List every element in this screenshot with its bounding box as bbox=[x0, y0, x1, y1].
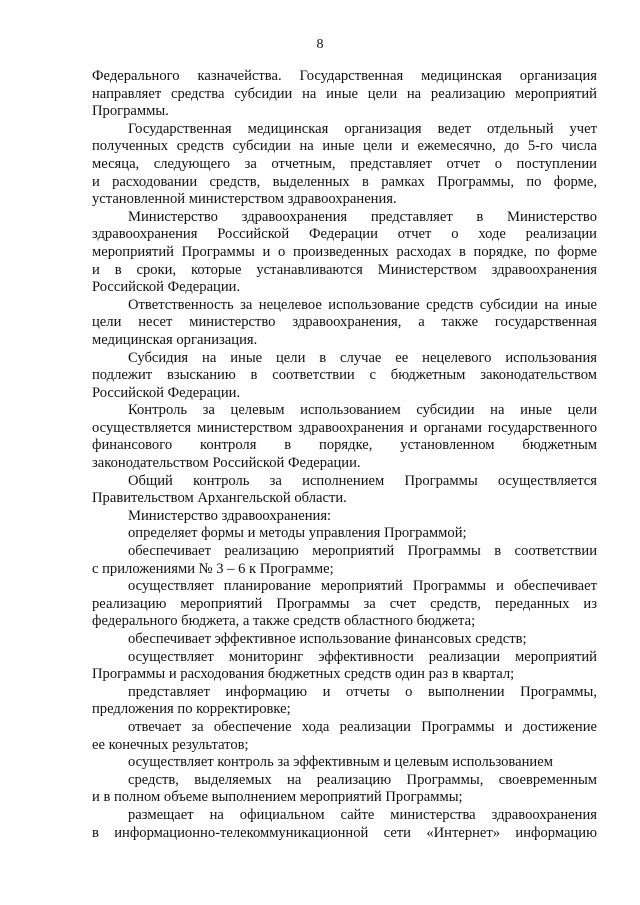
text-line: Программы и расходования бюджетных средств один раз в квартал; bbox=[92, 666, 515, 683]
text-line: определяет формы и методы управления Программой; bbox=[128, 525, 467, 542]
text-line: с приложениями № 3 – 6 к Программе; bbox=[92, 560, 334, 577]
text-line: Программы. bbox=[92, 103, 169, 120]
text-line: осуществляет мониторинг эффективности реализации мероприятий bbox=[128, 648, 597, 665]
text-line: цели несет министерство здравоохранения, а также государственная bbox=[92, 314, 597, 331]
text-line: предложения по корректировке; bbox=[92, 701, 291, 718]
text-line: представляет информацию и отчеты о выполнении Программы, bbox=[128, 683, 597, 700]
text-line: Субсидия на иные цели в случае ее нецелевого использования bbox=[128, 349, 597, 366]
text-line: законодательством Российской Федерации. bbox=[92, 455, 361, 472]
text-line: Министерство здравоохранения представляет в Министерство bbox=[128, 208, 597, 225]
text-line: медицинская организация. bbox=[92, 331, 258, 348]
text-line: реализацию мероприятий Программы за счет средств, переданных из bbox=[92, 595, 597, 612]
text-line: подлежит взысканию в соответствии с бюджетным законодательством bbox=[92, 367, 597, 384]
text-line: обеспечивает эффективное использование финансовых средств; bbox=[128, 631, 527, 647]
text-line: Российской Федерации. bbox=[92, 384, 241, 401]
text-line: Контроль за целевым использованием субсидии на иные цели bbox=[128, 402, 597, 419]
text-line: направляет средства субсидии на иные цели на реализацию мероприятий bbox=[92, 85, 597, 102]
text-line: осуществляет планирование мероприятий Программы и обеспечивает bbox=[128, 578, 597, 595]
text-line: осуществляет контроль за эффективным и целевым использованием bbox=[128, 754, 553, 771]
text-line: установленной министерством здравоохранения. bbox=[92, 191, 397, 208]
text-line: размещает на официальном сайте министерства здравоохранения bbox=[128, 806, 597, 823]
text-line: и в полном объеме выполнением мероприятий Программы; bbox=[92, 789, 463, 806]
text-line: Правительством Архангельской области. bbox=[92, 490, 347, 507]
text-line: Российской Федерации. bbox=[92, 279, 241, 296]
text-line: отвечает за обеспечение хода реализации Программы и достижение bbox=[128, 718, 597, 735]
text-line: осуществляется министерством здравоохранения и органами государственного bbox=[92, 419, 597, 436]
text-line: федерального бюджета, а также средств областного бюджета; bbox=[92, 613, 476, 630]
text-line: месяца, следующего за отчетным, представляет отчет о поступлении bbox=[92, 155, 597, 172]
text-line: средств, выделяемых на реализацию Программы, своевременным bbox=[128, 771, 597, 788]
text-line: Федерального казначейства. Государственная медицинская организация bbox=[92, 68, 597, 84]
page-number: 8 bbox=[316, 37, 324, 52]
text-line: финансового контроля в порядке, установленном бюджетным bbox=[92, 437, 597, 454]
text-line: и расходовании средств, выделенных в рамках Программы, по форме, bbox=[92, 173, 597, 190]
text-line: Министерство здравоохранения: bbox=[128, 507, 332, 524]
text-line: Государственная медицинская организация ведет отдельный учет bbox=[128, 120, 597, 137]
text-line: здравоохранения Российской Федерации отчет о ходе реализации bbox=[92, 226, 597, 243]
text-line: Ответственность за нецелевое использование средств субсидии на иные bbox=[128, 296, 597, 313]
text-line: обеспечивает реализацию мероприятий Программы в соответствии bbox=[128, 543, 597, 560]
text-line: в информационно-телекоммуникационной сети «Интернет» информацию bbox=[92, 824, 597, 841]
text-line: мероприятий Программы и о произведенных расходах в порядке, по форме bbox=[92, 243, 597, 260]
body-text bbox=[92, 68, 597, 842]
text-line: полученных средств субсидии на иные цели и ежемесячно, до 5-го числа bbox=[92, 138, 597, 155]
text-line: и в сроки, которые устанавливаются Министерством здравоохранения bbox=[92, 261, 597, 278]
text-line: Общий контроль за исполнением Программы осуществляется bbox=[128, 472, 597, 489]
text-line: ее конечных результатов; bbox=[92, 736, 249, 753]
